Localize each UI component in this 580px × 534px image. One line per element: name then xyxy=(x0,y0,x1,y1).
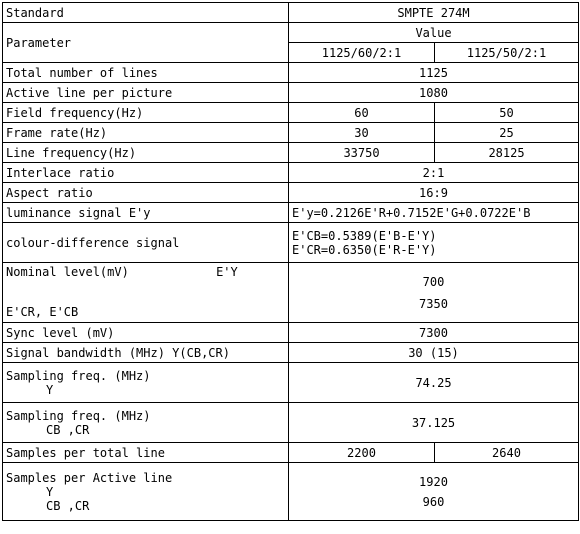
row-value: 37.125 xyxy=(289,403,579,443)
table-row xyxy=(3,403,579,443)
table-row xyxy=(3,463,579,521)
row-value-b: 50 xyxy=(435,103,579,123)
row-label: Frame rate(Hz) xyxy=(3,123,289,143)
sampling-y-label-cell xyxy=(3,363,289,403)
spec-table xyxy=(2,2,579,521)
row-label: Samples per total line xyxy=(3,443,289,463)
samples-active-label: Samples per Active line xyxy=(6,470,173,485)
colour-diff-cb: E'CB=0.5389(E'B-E'Y) xyxy=(292,228,437,243)
table-row xyxy=(3,63,579,83)
table-row xyxy=(3,183,579,203)
samples-active-value-1: 1920 xyxy=(419,474,448,489)
column-header-a: 1125/60/2:1 xyxy=(289,43,435,63)
samples-active-sublabel-y: Y xyxy=(46,484,54,499)
table-row xyxy=(3,363,579,403)
table-row xyxy=(3,163,579,183)
row-value-b: 2640 xyxy=(435,443,579,463)
row-value: 2:1 xyxy=(289,163,579,183)
row-value-b: 25 xyxy=(435,123,579,143)
nominal-label-ey: E'Y xyxy=(216,265,238,279)
column-header-b: 1125/50/2:1 xyxy=(435,43,579,63)
sampling-label: Sampling freq. (MHz) xyxy=(6,368,151,383)
table-row xyxy=(3,3,579,23)
samples-active-value-2: 960 xyxy=(422,494,445,509)
table-row xyxy=(3,443,579,463)
row-value-a: 60 xyxy=(289,103,435,123)
row-value-b: 28125 xyxy=(435,143,579,163)
row-label: colour-difference signal xyxy=(3,223,289,263)
colour-diff-cr: E'CR=0.6350(E'R-E'Y) xyxy=(292,242,437,257)
row-label: Total number of lines xyxy=(3,63,289,83)
row-label: Active line per picture xyxy=(3,83,289,103)
colour-diff-formulas xyxy=(289,223,579,263)
table-row xyxy=(3,23,579,43)
table-row xyxy=(3,263,579,323)
samples-active-label-cell xyxy=(3,463,289,521)
table-row xyxy=(3,223,579,263)
sampling-sublabel: CB ,CR xyxy=(46,422,90,437)
nominal-label-cell xyxy=(3,263,289,323)
row-label: Signal bandwidth (MHz) Y(CB,CR) xyxy=(3,343,289,363)
samples-active-values xyxy=(289,463,579,521)
table-row xyxy=(3,343,579,363)
sampling-label: Sampling freq. (MHz) xyxy=(6,408,151,423)
standard-label: Standard xyxy=(3,3,289,23)
samples-active-sublabel-c: CB ,CR xyxy=(46,498,90,513)
standard-value: SMPTE 274M xyxy=(289,3,579,23)
sampling-c-label-cell xyxy=(3,403,289,443)
row-value-a: 33750 xyxy=(289,143,435,163)
row-value: 16:9 xyxy=(289,183,579,203)
table-row xyxy=(3,323,579,343)
row-value-a: 2200 xyxy=(289,443,435,463)
row-value: 74.25 xyxy=(289,363,579,403)
row-label: Aspect ratio xyxy=(3,183,289,203)
row-label: Line frequency(Hz) xyxy=(3,143,289,163)
parameter-label: Parameter xyxy=(3,23,289,63)
row-value-a: 30 xyxy=(289,123,435,143)
table-row xyxy=(3,103,579,123)
row-label: Sync level (mV) xyxy=(3,323,289,343)
row-value: 30 (15) xyxy=(289,343,579,363)
row-value: 7300 xyxy=(289,323,579,343)
nominal-value-2: 7350 xyxy=(419,296,448,311)
nominal-label-chroma: E'CR, E'CB xyxy=(6,305,79,319)
row-value: 1080 xyxy=(289,83,579,103)
table-row xyxy=(3,143,579,163)
table-row xyxy=(3,203,579,223)
sampling-sublabel: Y xyxy=(46,382,54,397)
table-row xyxy=(3,83,579,103)
nominal-label: Nominal level(mV) xyxy=(6,265,129,279)
table-row xyxy=(3,123,579,143)
nominal-value-1: 700 xyxy=(422,274,445,289)
row-label: Interlace ratio xyxy=(3,163,289,183)
row-label: Field frequency(Hz) xyxy=(3,103,289,123)
row-label: luminance signal E'y xyxy=(3,203,289,223)
nominal-values xyxy=(289,263,579,323)
row-value: 1125 xyxy=(289,63,579,83)
luminance-formula: E'y=0.2126E'R+0.7152E'G+0.0722E'B xyxy=(289,203,579,223)
value-label: Value xyxy=(289,23,579,43)
